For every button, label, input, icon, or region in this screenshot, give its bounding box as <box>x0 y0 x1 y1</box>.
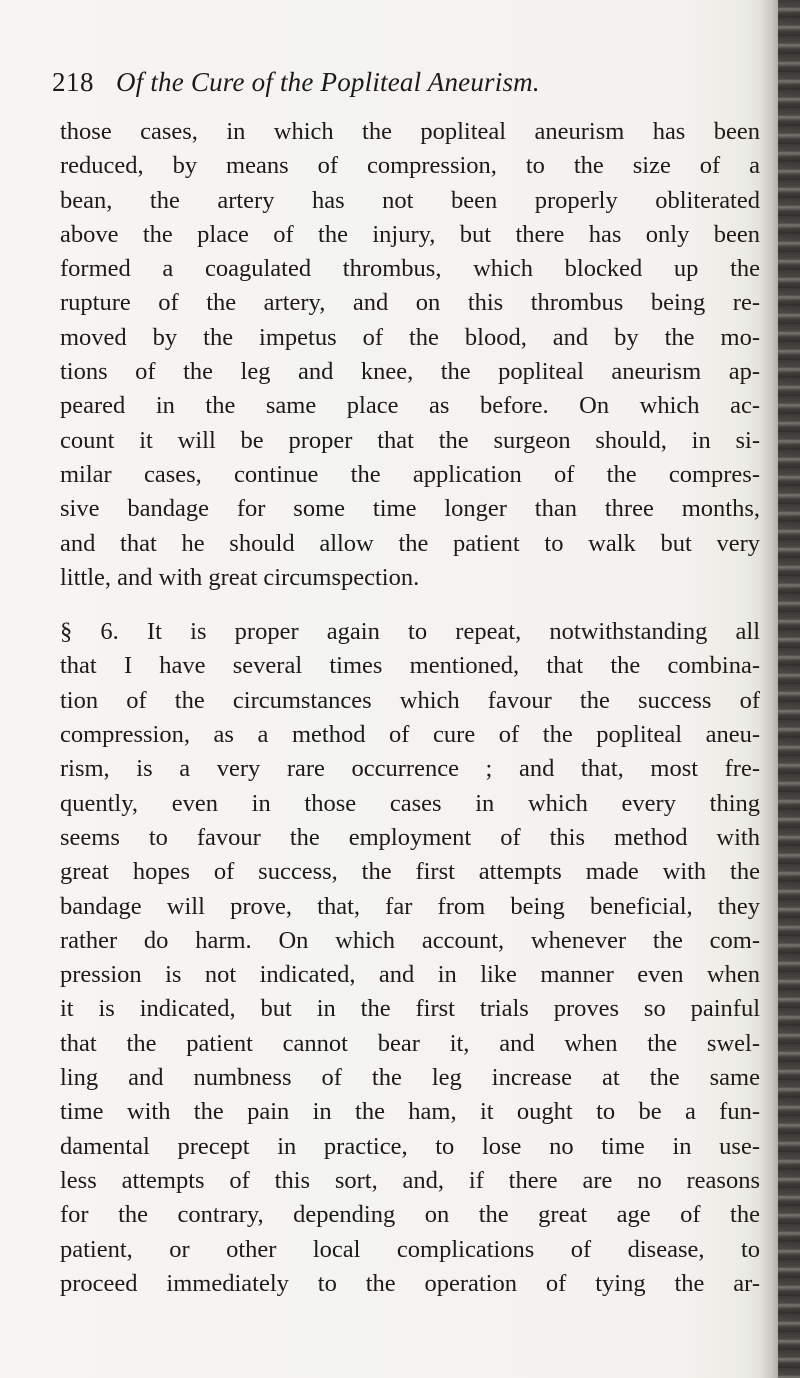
text-line: rather do harm. On which account, whenever the com- <box>60 926 760 954</box>
book-binding-edge <box>778 0 800 1378</box>
text-line: pression is not indicated, and in like manner even when <box>60 961 760 989</box>
text-line: little, and with great circumspection. <box>60 563 420 591</box>
text-line: rupture of the artery, and on this thrombus being re- <box>60 289 760 317</box>
page-gutter-shadow <box>760 0 778 1378</box>
text-line: quently, even in those cases in which every thing <box>60 789 760 817</box>
text-line: tions of the leg and knee, the popliteal aneurism ap- <box>60 358 760 386</box>
paragraph-spacing <box>60 595 760 615</box>
text-line: for the contrary, depending on the great age of the <box>60 1201 760 1229</box>
text-line: damental precept in practice, to lose no time in use- <box>60 1132 760 1160</box>
text-line: that I have several times mentioned, that the combina- <box>60 652 760 680</box>
text-line: seems to favour the employment of this method with <box>60 823 760 851</box>
text-line: count it will be proper that the surgeon should, in si- <box>60 426 760 454</box>
text-line: tion of the circumstances which favour the success of <box>60 686 760 714</box>
text-line: rism, is a very rare occurrence ; and that, most fre- <box>60 755 760 783</box>
text-line: proceed immediately to the operation of tying the ar- <box>60 1269 760 1297</box>
text-line: § 6. It is proper again to repeat, notwithstanding all <box>60 618 760 646</box>
text-line: bandage will prove, that, far from being beneficial, they <box>60 892 760 920</box>
text-line: formed a coagulated thrombus, which blocked up the <box>60 255 760 283</box>
text-line: moved by the impetus of the blood, and by the mo- <box>60 323 760 351</box>
text-line: great hopes of success, the first attempts made with the <box>60 858 760 886</box>
text-line: those cases, in which the popliteal aneurism has been <box>60 118 760 145</box>
text-line: sive bandage for some time longer than three months, <box>60 495 760 523</box>
text-line: bean, the artery has not been properly obliterated <box>60 186 760 214</box>
text-line: it is indicated, but in the first trials proves so painful <box>60 995 760 1023</box>
text-line: reduced, by means of compression, to the size of a <box>60 152 760 180</box>
text-line: time with the pain in the ham, it ought to be a fun- <box>60 1098 760 1126</box>
text-line: patient, or other local complications of disease, to <box>60 1235 760 1263</box>
page-number: 218 <box>52 67 94 97</box>
text-line: compression, as a method of cure of the popliteal aneu- <box>60 721 760 749</box>
paragraph-2 <box>60 615 760 1301</box>
paragraph-1 <box>60 115 760 595</box>
body-text <box>60 115 760 1301</box>
text-line: ling and numbness of the leg increase at the same <box>60 1064 760 1092</box>
text-line: less attempts of this sort, and, if there are no reasons <box>60 1166 760 1194</box>
running-title: Of the Cure of the Popliteal Aneurism. <box>116 67 540 97</box>
text-line: peared in the same place as before. On which ac- <box>60 392 760 420</box>
text-line: above the place of the injury, but there has only been <box>60 220 760 248</box>
text-line: and that he should allow the patient to walk but very <box>60 529 760 557</box>
running-head <box>52 64 772 100</box>
text-line: that the patient cannot bear it, and when the swel- <box>60 1029 760 1057</box>
text-line: milar cases, continue the application of the compres- <box>60 460 760 488</box>
